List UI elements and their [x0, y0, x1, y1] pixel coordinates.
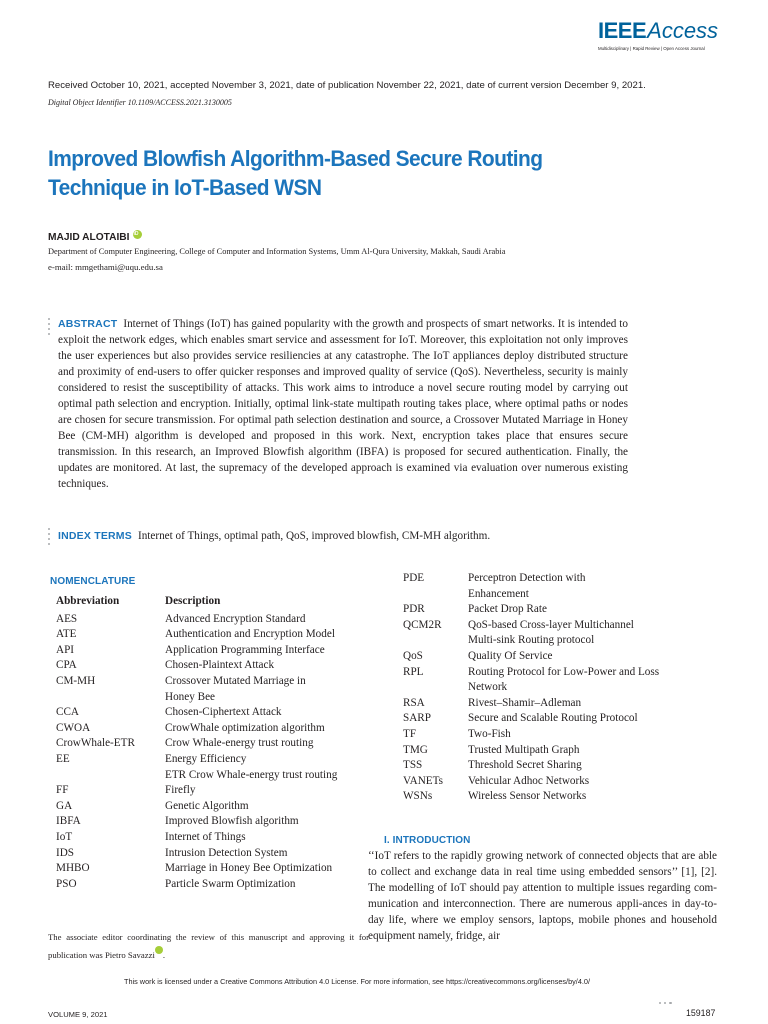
abbreviation-cell: PDR — [403, 603, 425, 616]
doi-line: Digital Object Identifier 10.1109/ACCESS.2021.3130005 — [48, 98, 232, 107]
description-cell: Firefly — [165, 784, 196, 797]
description-cell: Application Programming Interface — [165, 643, 325, 656]
col-abbreviation-header: Abbreviation — [56, 595, 120, 607]
abbreviation-cell: IBFA — [56, 815, 81, 828]
description-cell: Secure and Scalable Routing Protocol — [468, 712, 638, 725]
ieee-access-logo — [598, 20, 718, 58]
abbreviation-cell: MHBO — [56, 862, 90, 875]
author-line — [48, 232, 142, 243]
abbreviation-cell: AES — [56, 612, 78, 625]
description-cell: QoS-based Cross-layer Multichannel — [468, 618, 634, 631]
description-cell: Honey Bee — [165, 690, 216, 703]
description-cell: Authentication and Encryption Model — [165, 628, 335, 641]
volume-label: VOLUME 9, 2021 — [48, 1010, 108, 1019]
abbreviation-cell: VANETs — [403, 774, 444, 787]
editor-footnote-text: The associate editor coordinating the review of this manuscript and approving it for publication was Pietro Savazzi — [48, 932, 369, 960]
description-cell: Vehicular Adhoc Networks — [468, 774, 590, 787]
abstract-label: ABSTRACT — [58, 318, 118, 330]
abbreviation-cell: GA — [56, 799, 73, 812]
orcid-icon[interactable] — [133, 230, 142, 239]
index-terms-label: INDEX TERMS — [58, 530, 132, 542]
description-cell: Chosen-Plaintext Attack — [165, 659, 275, 672]
description-cell: Rivest–Shamir–Adleman — [468, 696, 582, 709]
description-cell: Two-Fish — [468, 727, 511, 740]
description-cell: Quality Of Service — [468, 649, 553, 662]
description-cell: CrowWhale optimization algorithm — [165, 721, 325, 734]
received-dates: Received October 10, 2021, accepted November 3, 2021, date of publication November 22, 2021, date of current version December 9, 2021. — [48, 80, 646, 91]
introduction-heading: I. INTRODUCTION — [384, 835, 471, 846]
index-terms — [58, 528, 628, 544]
index-terms-marker-dots — [48, 528, 52, 548]
abbreviation-cell: IDS — [56, 846, 75, 859]
nomenclature-heading: NOMENCLATURE — [50, 576, 136, 587]
index-terms-text: Internet of Things, optimal path, QoS, improved blowfish, CM-MH algorithm. — [137, 530, 491, 542]
abbreviation-cell: CCA — [56, 706, 80, 719]
description-cell: Intrusion Detection System — [165, 846, 288, 859]
author-email: e-mail: mmgethami@uqu.edu.sa — [48, 262, 163, 272]
description-cell: Chosen-Ciphertext Attack — [165, 706, 282, 719]
abbreviation-cell: TF — [403, 727, 417, 740]
abbreviation-cell: SARP — [403, 712, 431, 725]
abstract-marker-dots — [48, 318, 52, 338]
logo-wordmark — [598, 20, 718, 42]
abbreviation-cell: QoS — [403, 649, 423, 662]
abbreviation-cell: CM-MH — [56, 674, 96, 687]
logo-bold-text: IEEE — [598, 18, 647, 43]
paper-title: Improved Blowfish Algorithm-Based Secure Routing Technique in IoT-Based WSN — [48, 146, 543, 200]
page-number: 159187 — [686, 1008, 716, 1018]
abstract — [58, 316, 628, 492]
description-cell: Crossover Mutated Marriage in — [165, 674, 306, 687]
description-cell: Threshold Secret Sharing — [468, 759, 582, 772]
description-cell: Marriage in Honey Bee Optimization — [165, 862, 333, 875]
description-cell: Trusted Multipath Graph — [468, 743, 580, 756]
description-cell: Improved Blowfish algorithm — [165, 815, 299, 828]
abbreviation-cell: RSA — [403, 696, 425, 709]
description-cell: Internet of Things — [165, 830, 246, 843]
abbreviation-cell: TSS — [403, 759, 423, 772]
description-cell: Routing Protocol for Low-Power and Loss — [468, 665, 660, 678]
abbreviation-cell: RPL — [403, 665, 424, 678]
description-cell: Crow Whale-energy trust routing — [165, 737, 314, 750]
introduction-text: ‘‘IoT refers to the rapidly growing network of connected objects that are able to collect and exchange data in real time using embedded sensors’’ [1], [2]. The modelling of IoT should pay attention to multiple issues regarding com-munication and interconnection. There are numerous appli-ances in day-to-day life, where we employ sensors, laptops, mobile phones and household equipment namely, fridge, air — [368, 850, 717, 942]
abbreviation-cell: ATE — [56, 628, 77, 641]
author-name: MAJID ALOTAIBI — [48, 232, 130, 243]
abbreviation-cell: API — [56, 643, 75, 656]
footer-marker-dots — [659, 991, 675, 1009]
description-cell: Advanced Encryption Standard — [165, 612, 306, 625]
abbreviation-cell: CrowWhale-ETR — [56, 737, 135, 750]
description-cell: Wireless Sensor Networks — [468, 790, 587, 803]
orcid-icon[interactable] — [155, 946, 163, 954]
abbreviation-cell: CPA — [56, 659, 77, 672]
description-cell: Particle Swarm Optimization — [165, 877, 296, 890]
description-cell: Perceptron Detection with — [468, 572, 586, 584]
abbreviation-cell: PDE — [403, 572, 425, 584]
affiliation: Department of Computer Engineering, College of Computer and Information Systems, Umm Al-Qura University, Makkah, Saudi Arabia — [48, 247, 506, 256]
logo-italic-text: Access — [647, 18, 719, 43]
abbreviation-cell: IoT — [56, 830, 73, 843]
abbreviation-cell: FF — [56, 784, 69, 797]
abbreviation-cell: EE — [56, 752, 70, 765]
description-cell: Energy Efficiency — [165, 752, 247, 765]
abbreviation-cell: CWOA — [56, 721, 91, 734]
description-cell: ETR Crow Whale-energy trust routing — [165, 768, 338, 781]
description-cell: Packet Drop Rate — [468, 603, 547, 616]
abbreviation-cell: TMG — [403, 743, 428, 756]
abbreviation-cell: PSO — [56, 877, 77, 890]
editor-footnote: The associate editor coordinating the review of this manuscript and approving it for publication was Pietro Savazzi . — [48, 932, 369, 960]
description-cell: Enhancement — [468, 587, 529, 600]
description-cell: Multi-sink Routing protocol — [468, 634, 595, 647]
description-cell: Network — [468, 681, 508, 694]
abbreviation-cell: WSNs — [403, 790, 433, 803]
abstract-text: Internet of Things (IoT) has gained popularity with the growth and prospects of smart networks. It is intended to exploit the network edges, which enables smart service and assessment for IoT. Moreover, this exploitation not only improves the user experiences but also provides service resiliencies at any catastrophe. The IoT appliances deploy distributed structure and proximity of end-users to offer quicker responses and improved quality of service (QoS). Nevertheless, security is mainly considered to resist the susceptibility of attacks. This work aims to introduce a novel secure routing model by carrying out optimal path selection and encryption. Initially, optimal link-state multipath routing takes place, where optimal paths or nodes are chosen for secure transmission. For optimal path selection destination and source, a Crossover Mutated Marriage in Honey Bee (CM-MH) algorithm is developed and proposed in this work. Next, encryption takes place that ensures secure transmission. In this research, an Improved Blowfish algorithm (IBFA) is proposed for secured authentication. Finally, the updates are monitored. At last, the supremacy of the developed approach is examined via evaluation over numerous existing techniques. — [58, 318, 628, 490]
col-description-header: Description — [165, 595, 221, 607]
abbreviation-cell: QCM2R — [403, 618, 442, 631]
license-notice: This work is licensed under a Creative Commons Attribution 4.0 License. For more information, see https://creativecommons.org/licenses/by/4.0/ — [124, 977, 590, 986]
logo-tagline: Multidisciplinary | Rapid Review | Open Access Journal — [598, 46, 705, 51]
description-cell: Genetic Algorithm — [165, 799, 249, 812]
